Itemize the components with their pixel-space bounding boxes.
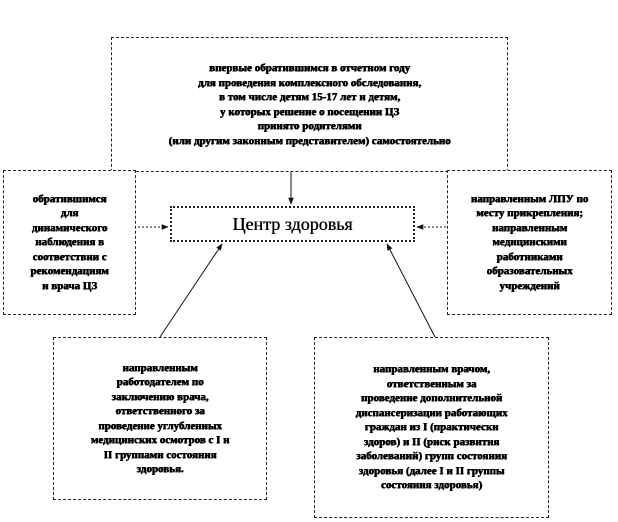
arrow-bottom-right-to-center (387, 244, 435, 337)
bottom-right-box-line: диспансеризации работающих (355, 406, 508, 419)
bottom-left-box-line: работодателем по (116, 376, 204, 388)
bottom-left-box (53, 337, 267, 500)
left-box (3, 170, 136, 315)
bottom-right-box-line: заболеваний) групп состояния (356, 450, 507, 463)
top-box-line: в том числе детям 15-17 лет и детям, (218, 91, 401, 103)
left-box-line: наблюдения в (35, 236, 104, 249)
right-box-line: медицинскими (492, 236, 567, 249)
bottom-left-box-line: проведение углубленных (98, 419, 222, 432)
left-box-line: и врача ЦЗ (41, 279, 98, 292)
bottom-right-box-line: здоров) и II (риск развития (363, 435, 500, 448)
right-box-line: направленным ЛПУ по (470, 192, 589, 205)
bottom-left-box-line: медицинских осмотров с I и (90, 434, 230, 446)
top-box-line: принято родителями (257, 120, 362, 132)
bottom-left-box-line: II группами состояния (103, 448, 217, 461)
center-box (170, 206, 415, 242)
bottom-right-box-line: здоровья (далее I и II группы (358, 464, 505, 477)
bottom-left-box-line: заключению врача, (111, 390, 209, 403)
bottom-right-box-line: проведение дополнительной (360, 392, 503, 405)
top-box-line: (или другим законным представителем) самостоятельно (168, 134, 451, 147)
left-box-line: рекомендациям (30, 265, 109, 278)
bottom-right-box-line: состояния здоровья) (380, 479, 483, 492)
right-box (447, 170, 612, 315)
top-box (111, 37, 508, 172)
bottom-left-box-line: здоровья. (136, 463, 184, 475)
bottom-left-box-line: ответственного за (115, 405, 205, 417)
left-box-line: динамического (31, 221, 108, 234)
bottom-right-box-line: ответственным за (386, 377, 477, 390)
right-box-line: направленным (491, 221, 568, 234)
top-box-line: впервые обратившимся в отчетном году (209, 62, 410, 74)
top-box-line: для проведения комплексного обследования, (197, 76, 422, 89)
right-box-line: образовательных (486, 265, 573, 278)
left-box-line: для (60, 207, 79, 220)
left-box-line: обратившимся (32, 192, 107, 205)
left-box-line: соответствии с (32, 250, 107, 263)
right-box-line: работниками (496, 250, 563, 263)
arrow-bottom-left-to-center (160, 244, 222, 337)
right-box-line: учреждений (499, 279, 560, 292)
bottom-left-box-line: направленным (122, 361, 198, 374)
top-box-line: у которых решение о посещении ЦЗ (219, 105, 400, 118)
bottom-right-box-line: направленным врачом, (373, 363, 490, 376)
bottom-right-box (314, 337, 549, 518)
center-label: Центр здоровья (232, 213, 353, 234)
bottom-right-box-line: граждан из I (практически (364, 421, 499, 434)
right-box-line: месту прикрепления; (476, 207, 583, 220)
